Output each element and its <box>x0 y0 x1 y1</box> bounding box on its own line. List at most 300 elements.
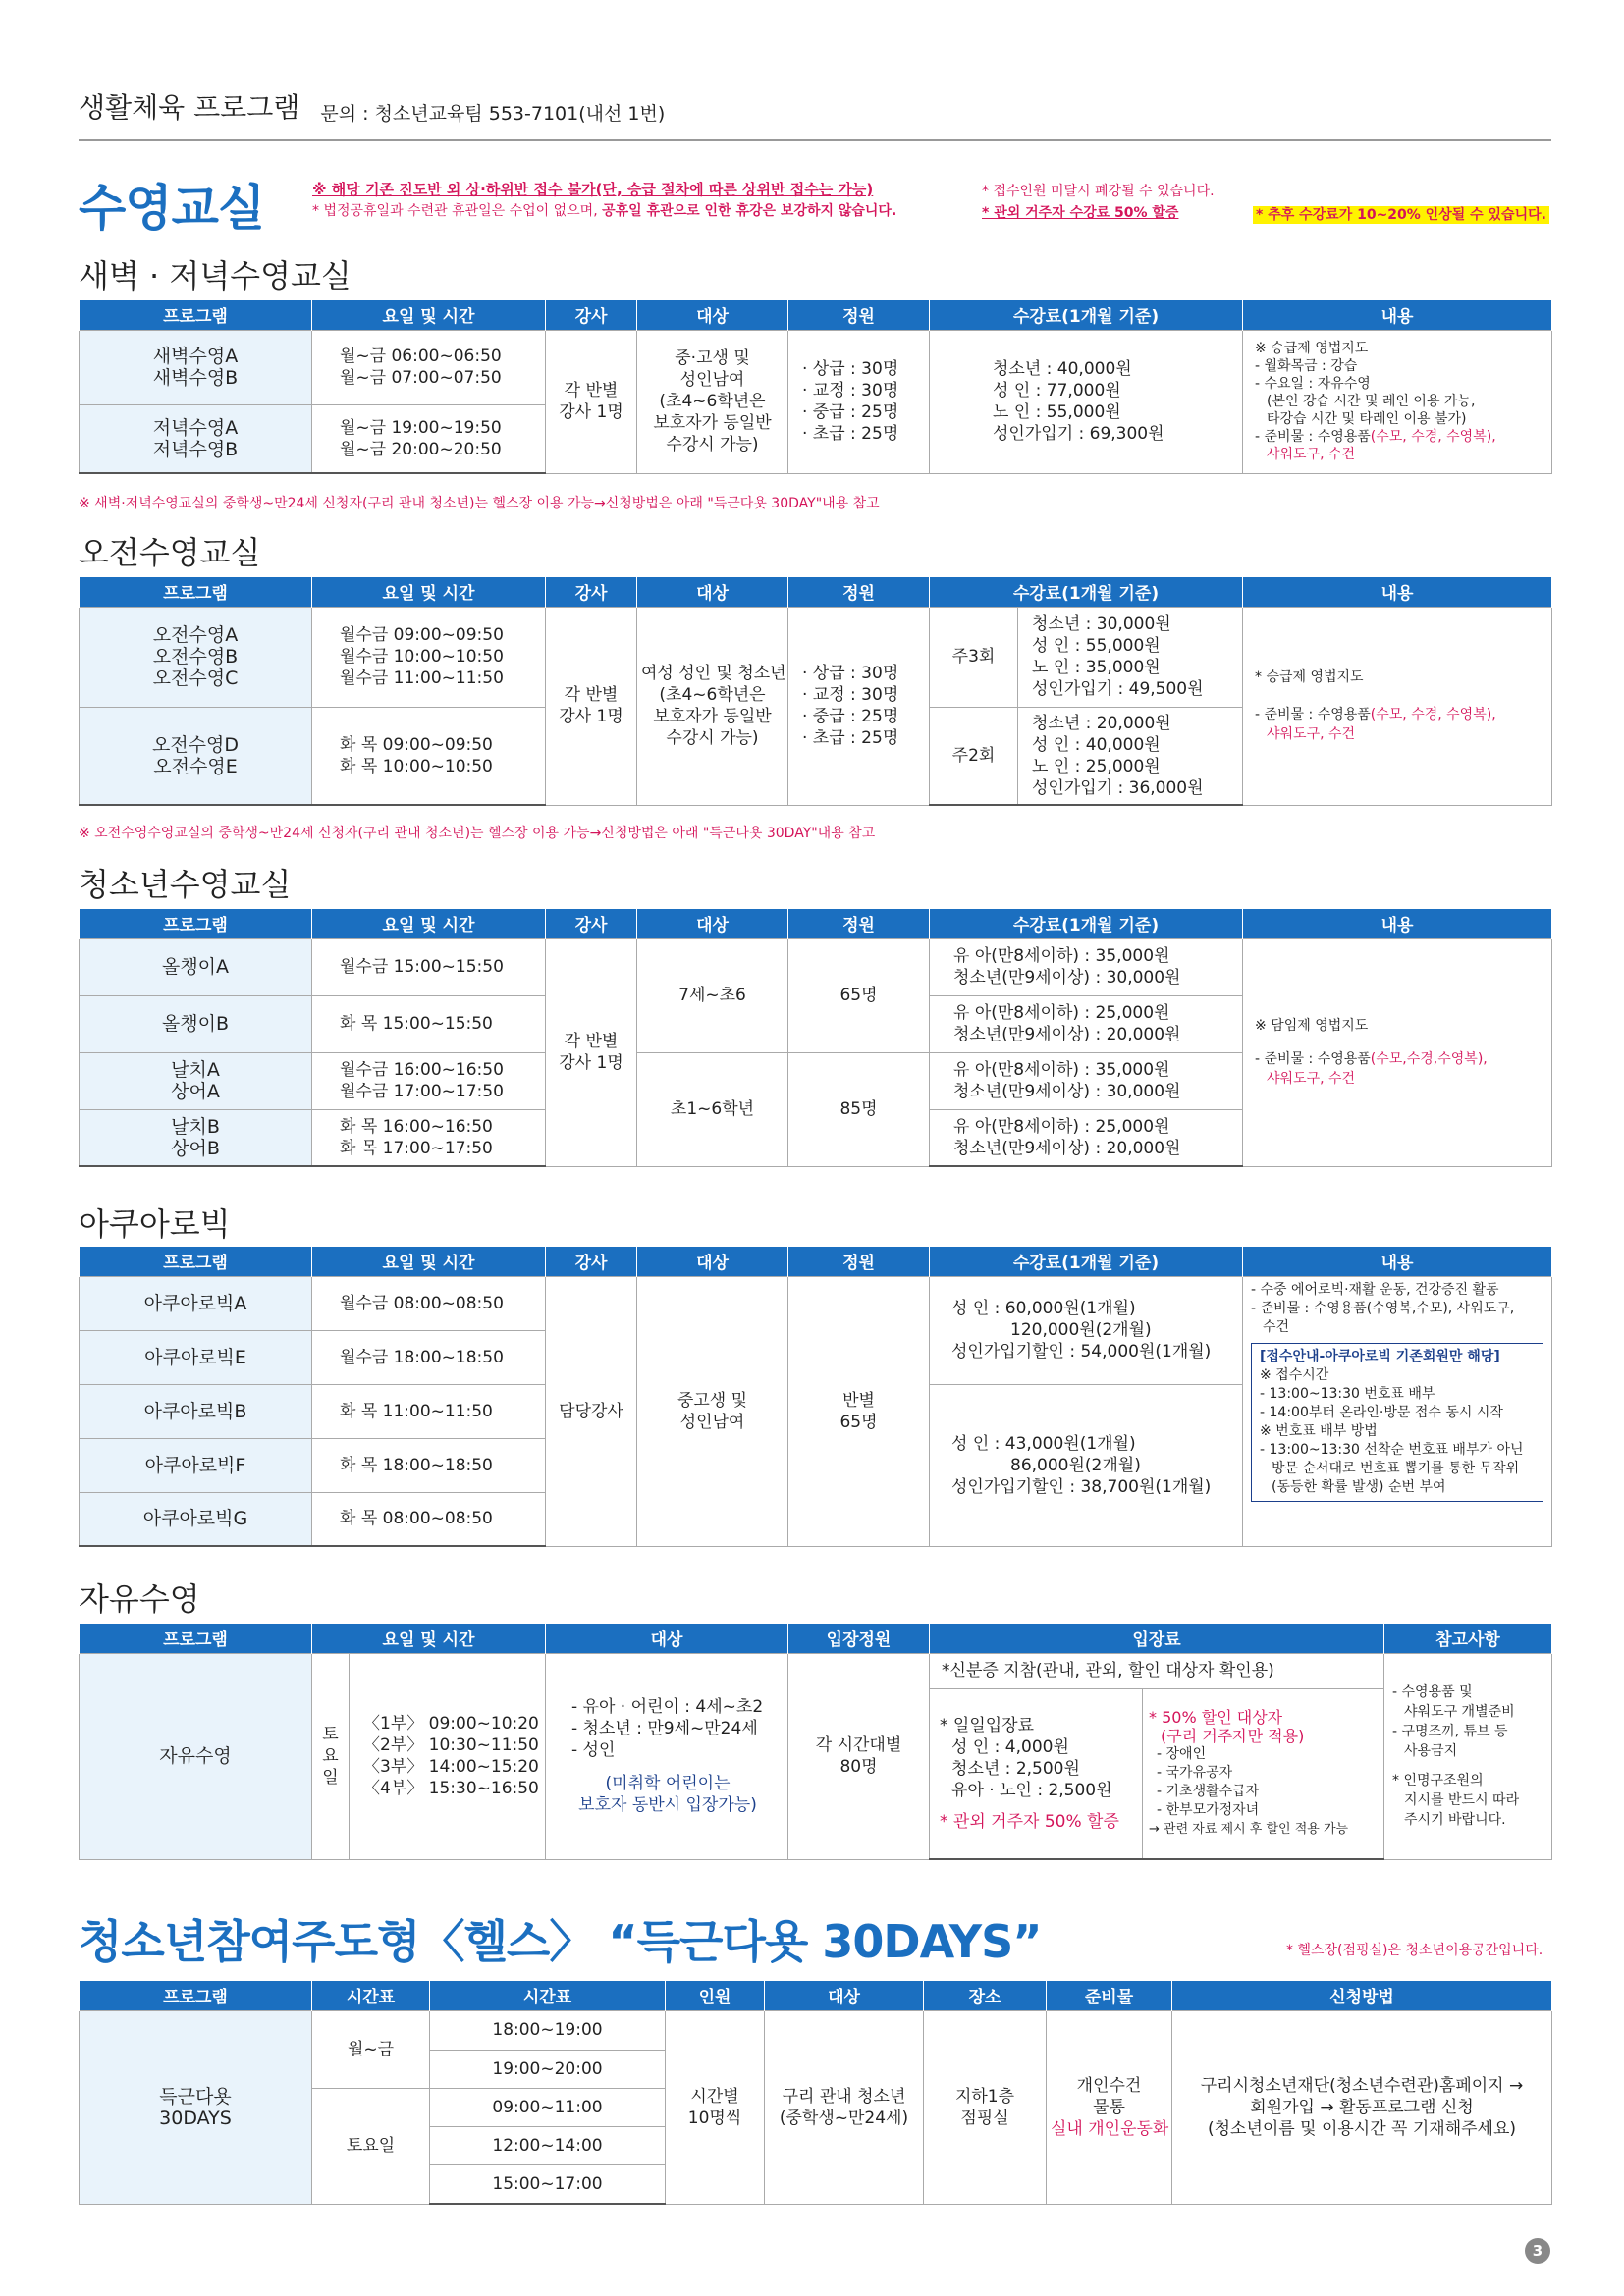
program-cell: 아쿠아로빅G <box>80 1492 312 1546</box>
page-title: 생활체육 프로그램 <box>79 91 300 124</box>
time-cell: 화 목 11:00~11:50 <box>312 1384 546 1438</box>
fee-line: 성인가입기 : 49,500원 <box>1032 679 1204 699</box>
program-cell <box>80 607 312 707</box>
capacity-line: 각 시간대별 <box>815 1735 902 1755</box>
instructor-cell <box>546 607 637 805</box>
discount-line: - 한부모가정자녀 <box>1157 1802 1260 1819</box>
target-line: 여성 성인 및 청소년 <box>641 664 786 683</box>
fee-right-cell <box>1143 1688 1384 1859</box>
fee-top-note: *신분증 지참(관내, 관외, 할인 대상자 확인용) <box>930 1653 1384 1688</box>
target-line: (초4~6학년은 <box>659 685 766 705</box>
slot-cell: 18:00~19:00 <box>430 2010 666 2050</box>
swim-note-red: ※ 해당 기존 진도반 외 상·하위반 접수 불가(단, 승급 절차에 따른 상위반 접수는 가능) <box>312 181 874 198</box>
freq-cell: 주2회 <box>930 707 1018 805</box>
time-line: 화 목 16:00~16:50 <box>340 1116 493 1137</box>
target-line: - 청소년 : 만9세~만24세 <box>571 1719 758 1738</box>
target-line: 중고생 및 <box>677 1390 748 1411</box>
fee-line: 청소년 : 40,000원 <box>993 359 1132 379</box>
fee-line: 청소년(만9세이상) : 30,000원 <box>953 968 1181 988</box>
fee-line: 노 인 : 35,000원 <box>1032 658 1161 677</box>
col-capacity: 정원 <box>788 909 930 938</box>
youth-swim-table <box>79 909 1552 1167</box>
content-cell <box>1243 607 1552 805</box>
content-spacer <box>1255 1036 1547 1049</box>
box-line: 방문 순서대로 번호표 뽑기를 통한 무작위 <box>1272 1460 1520 1476</box>
ref-line: * 인명구조원의 <box>1392 1773 1484 1789</box>
content-line <box>1255 705 1547 724</box>
aqua-registration-box <box>1251 1343 1543 1502</box>
col-fee: 수강료(1개월 기준) <box>930 909 1243 938</box>
fee-cell <box>1018 607 1243 707</box>
col-instructor: 강사 <box>546 909 637 938</box>
instructor-line: 각 반별 <box>564 1032 619 1051</box>
instructor-line: 각 반별 <box>564 381 619 400</box>
fee-line: 청소년(만9세이상) : 30,000원 <box>953 1082 1181 1101</box>
fee-line: 성인가입기 : 69,300원 <box>993 424 1164 444</box>
col-timeslots: 시간표 <box>430 1981 666 2010</box>
day-cell: 월~금 <box>312 2010 430 2088</box>
col-program: 프로그램 <box>80 909 312 938</box>
program-cell <box>80 1052 312 1109</box>
free-section-title: 자유수영 <box>79 1580 200 1618</box>
time-line: 〈3부〉 14:00~15:20 <box>363 1757 539 1777</box>
morning-section-title: 오전수영교실 <box>79 534 261 571</box>
instructor-line: 각 반별 <box>564 685 619 705</box>
time-line: 〈1부〉 09:00~10:20 <box>363 1714 539 1734</box>
target-line: - 유아 · 어린이 : 4세~초2 <box>571 1697 764 1717</box>
fee-cell <box>930 1384 1243 1546</box>
youth-swim-section-title: 청소년수영교실 <box>79 866 292 903</box>
content-prep-items: (수모, 수경, 수영복), <box>1370 429 1496 445</box>
apply-line: 회원가입 → 활동프로그램 신청 <box>1250 2097 1474 2117</box>
day-cell <box>312 1653 350 1859</box>
fee-line: 유아 · 노인 : 2,500원 <box>951 1780 1112 1800</box>
capacity-cell <box>788 330 930 473</box>
program-cell: 올챙이B <box>80 995 312 1052</box>
fee-cell <box>930 938 1243 995</box>
content-line: - 수요일 : 자유수영 <box>1255 376 1371 392</box>
content-cell <box>1243 938 1552 1166</box>
target-line: 보호자가 동일반 <box>653 413 772 433</box>
fee-line: 성 인 : 60,000원(1개월) <box>951 1299 1136 1318</box>
time-cell: 월수금 15:00~15:50 <box>312 938 546 995</box>
fee-cell <box>930 995 1243 1052</box>
capacity-cell: 85명 <box>788 1052 930 1166</box>
content-line: ※ 담임제 영법지도 <box>1255 1018 1369 1034</box>
fee-line: 노 인 : 55,000원 <box>993 402 1121 422</box>
instructor-line: 강사 1명 <box>559 1053 623 1073</box>
capacity-cell <box>788 1276 930 1546</box>
content-line: 샤워도구, 수건 <box>1267 1071 1356 1087</box>
slot-cell: 19:00~20:00 <box>430 2050 666 2088</box>
free-table <box>79 1624 1552 1860</box>
target-spacer <box>571 1761 784 1773</box>
apply-line: (청소년이름 및 이용시간 꼭 기재해주세요) <box>1207 2118 1517 2139</box>
program-name: 날치A <box>171 1059 220 1081</box>
col-target: 대상 <box>546 1624 788 1653</box>
program-name: 오전수영B <box>152 646 239 667</box>
ref-line: - 구명조끼, 튜브 등 <box>1392 1724 1508 1739</box>
content-cell <box>1243 1276 1552 1546</box>
ref-spacer <box>1392 1761 1547 1771</box>
prep-line-red: 실내 개인운동화 <box>1051 2118 1169 2139</box>
fee-line: 성 인 : 55,000원 <box>1032 636 1161 656</box>
col-ref: 참고사항 <box>1384 1624 1552 1653</box>
col-schedule: 요일 및 시간 <box>312 1247 546 1276</box>
time-cell <box>312 404 546 473</box>
capacity-line: · 상급 : 30명 <box>802 664 899 683</box>
col-program: 프로그램 <box>80 1981 312 2010</box>
box-line: - 14:00부터 온라인·방문 접수 동시 시작 <box>1260 1404 1503 1420</box>
fee-surcharge-note: * 관외 거주자 50% 할증 <box>940 1811 1119 1832</box>
swim-note-discount: * 관외 거주자 수강료 50% 할증 <box>982 205 1179 221</box>
program-cell: 자유수영 <box>80 1653 312 1859</box>
fee-line: 유 아(만8세이하) : 35,000원 <box>953 1060 1170 1080</box>
time-cell: 월수금 08:00~08:50 <box>312 1276 546 1330</box>
prep-line: 개인수건 <box>1076 2075 1142 2096</box>
swim-note-raise: * 추후 수강료가 10~20% 인상될 수 있습니다. <box>1253 206 1549 224</box>
ref-line: 사용금지 <box>1404 1743 1458 1759</box>
time-line: 월수금 09:00~09:50 <box>340 625 504 645</box>
swim-note-holiday <box>312 200 1000 222</box>
time-line: 〈2부〉 10:30~11:50 <box>363 1735 539 1755</box>
program-cell <box>80 404 312 473</box>
target-line: (초4~6학년은 <box>659 392 766 411</box>
col-target: 대상 <box>637 909 788 938</box>
people-line: 10명씩 <box>687 2108 742 2128</box>
col-content: 내용 <box>1243 300 1552 330</box>
program-cell: 아쿠아로빅A <box>80 1276 312 1330</box>
ref-line: 주시기 바랍니다. <box>1404 1812 1506 1828</box>
col-capacity: 정원 <box>788 1247 930 1276</box>
slot-cell: 12:00~14:00 <box>430 2126 666 2164</box>
page-number: 3 <box>1525 2238 1550 2264</box>
time-line: 월수금 11:00~11:50 <box>340 668 504 688</box>
target-line: 보호자가 동일반 <box>653 707 772 726</box>
content-line: - 준비물 : 수영용품(수영복,수모), 샤워도구, <box>1251 1300 1515 1316</box>
content-spacer <box>1255 687 1547 705</box>
time-cell <box>312 1052 546 1109</box>
col-schedule: 요일 및 시간 <box>312 577 546 607</box>
time-line: 월~금 20:00~20:50 <box>340 439 502 459</box>
health-table <box>79 1981 1552 2205</box>
fee-line: 유 아(만8세이하) : 35,000원 <box>953 946 1170 966</box>
program-cell: 아쿠아로빅B <box>80 1384 312 1438</box>
place-line: 지하1층 <box>954 2086 1015 2107</box>
fee-line: 성 인 : 4,000원 <box>951 1736 1069 1757</box>
dawn-foot-note: ※ 새벽·저녁수영교실의 중학생~만24세 신청자(구리 관내 청소년)는 헬스장 이용 가능→신청방법은 아래 "득근다욧 30DAY"내용 참고 <box>79 496 880 511</box>
aqua-section-title: 아쿠아로빅 <box>79 1205 231 1243</box>
fee-line: 청소년(만9세이상) : 20,000원 <box>953 1025 1181 1044</box>
discount-title: * 50% 할인 대상자 <box>1149 1708 1283 1728</box>
col-place: 장소 <box>924 1981 1047 2010</box>
target-cell <box>546 1653 788 1859</box>
col-fee: 수강료(1개월 기준) <box>930 577 1243 607</box>
freq-cell: 주3회 <box>930 607 1018 707</box>
discount-line: - 장애인 <box>1157 1746 1207 1763</box>
dawn-section-title: 새벽 · 저녁수영교실 <box>79 257 352 294</box>
apply-cell <box>1172 2010 1552 2204</box>
target-note: 보호자 동반시 입장가능) <box>578 1795 757 1815</box>
instructor-cell <box>546 938 637 1166</box>
ref-line: - 수영용품 및 <box>1392 1684 1473 1700</box>
fee-line: 성 인 : 77,000원 <box>993 381 1121 400</box>
dawn-table <box>79 300 1552 474</box>
slot-cell: 15:00~17:00 <box>430 2164 666 2204</box>
col-instructor: 강사 <box>546 300 637 330</box>
fee-line: 청소년(만9세이상) : 20,000원 <box>953 1138 1181 1158</box>
content-line: 샤워도구, 수건 <box>1267 447 1356 462</box>
discount-line: - 국가유공자 <box>1157 1765 1233 1782</box>
col-capacity: 정원 <box>788 577 930 607</box>
col-people: 인원 <box>666 1981 765 2010</box>
capacity-line: 80명 <box>839 1757 878 1777</box>
program-name: 새벽수영B <box>152 367 239 389</box>
time-line: 화 목 17:00~17:50 <box>340 1138 493 1158</box>
morning-table <box>79 577 1552 806</box>
fee-line: 성 인 : 40,000원 <box>1032 734 1161 755</box>
fee-line: 청소년 : 20,000원 <box>1032 713 1171 733</box>
program-name: 오전수영E <box>153 755 238 777</box>
col-timetable: 시간표 <box>312 1981 430 2010</box>
col-fee: 입장료 <box>930 1624 1384 1653</box>
fee-line: 유 아(만8세이하) : 25,000원 <box>953 1003 1170 1023</box>
capacity-line: 65명 <box>839 1412 878 1432</box>
ref-cell <box>1384 1653 1552 1859</box>
col-schedule: 요일 및 시간 <box>312 1624 546 1653</box>
content-prep: - 준비물 : 수영용품 <box>1255 429 1371 445</box>
capacity-line: · 교정 : 30명 <box>802 685 899 705</box>
fee-line: * 일일입장료 <box>940 1715 1035 1735</box>
time-cell: 화 목 15:00~15:50 <box>312 995 546 1052</box>
fee-line: 성 인 : 43,000원(1개월) <box>951 1433 1136 1454</box>
program-cell <box>80 330 312 404</box>
people-line: 시간별 <box>690 2086 739 2107</box>
fee-cell <box>930 1052 1243 1109</box>
target-line: 구리 관내 청소년 <box>782 2086 906 2107</box>
col-target: 대상 <box>637 1247 788 1276</box>
time-cell <box>312 607 546 707</box>
time-line: 월~금 07:00~07:50 <box>340 368 502 388</box>
program-name: 득근다욧 <box>159 2085 232 2108</box>
program-name: 오전수영A <box>152 624 239 646</box>
capacity-line: · 중급 : 25명 <box>802 402 899 422</box>
content-line: 타강습 시간 및 타레인 이용 불가) <box>1267 411 1467 427</box>
capacity-line: · 교정 : 30명 <box>802 381 899 400</box>
instructor-line: 강사 1명 <box>559 402 623 422</box>
aqua-table <box>79 1247 1552 1547</box>
program-cell: 아쿠아로빅F <box>80 1438 312 1492</box>
content-line <box>1255 1049 1547 1069</box>
fee-cell <box>930 1276 1243 1384</box>
target-note: (미취학 어린이는 <box>605 1774 731 1793</box>
box-line: - 13:00~13:30 번호표 배부 <box>1260 1385 1435 1402</box>
col-program: 프로그램 <box>80 1247 312 1276</box>
col-program: 프로그램 <box>80 577 312 607</box>
time-line: 월수금 17:00~17:50 <box>340 1082 504 1101</box>
content-prep-items: (수모, 수경, 수영복), <box>1370 707 1496 722</box>
content-cell <box>1243 330 1552 473</box>
content-line: - 월화목금 : 강습 <box>1255 358 1358 374</box>
content-prep: - 준비물 : 수영용품 <box>1255 707 1371 722</box>
discount-line: - 기초생활수급자 <box>1157 1784 1260 1800</box>
time-line: 월수금 10:00~10:50 <box>340 647 504 667</box>
swim-note-holiday-a: * 법정공휴일과 수련관 휴관일은 수업이 없으며, <box>312 203 603 219</box>
content-prep: - 준비물 : 수영용품 <box>1255 1051 1371 1067</box>
capacity-line: · 중급 : 25명 <box>802 707 899 726</box>
fee-line: 청소년 : 30,000원 <box>1032 614 1171 634</box>
content-line <box>1255 428 1547 446</box>
fee-line: 성인가입기할인 : 54,000원(1개월) <box>951 1342 1212 1362</box>
target-cell: 초1~6학년 <box>637 1052 788 1166</box>
day-cell: 토요일 <box>312 2088 430 2204</box>
target-cell: 7세~초6 <box>637 938 788 1052</box>
capacity-cell <box>788 1653 930 1859</box>
discount-line: → 관련 자료 제시 후 할인 적용 가능 <box>1149 1822 1349 1838</box>
col-prep: 준비물 <box>1047 1981 1172 2010</box>
target-cell <box>637 607 788 805</box>
swim-notes-mid <box>982 181 1276 224</box>
prep-cell <box>1047 2010 1172 2204</box>
instructor-line: 강사 1명 <box>559 707 623 726</box>
fee-cell <box>930 1109 1243 1166</box>
box-line: - 13:00~13:30 선착순 번호표 배부가 아닌 <box>1260 1441 1524 1458</box>
page-header <box>79 86 1551 141</box>
program-name: 저녁수영A <box>152 416 239 439</box>
capacity-line: 반별 <box>842 1390 875 1411</box>
content-prep-items: (수모,수경,수영복), <box>1370 1051 1488 1067</box>
col-target: 대상 <box>637 577 788 607</box>
col-content: 내용 <box>1243 1247 1552 1276</box>
time-line: 화 목 09:00~09:50 <box>340 734 493 755</box>
content-line: ※ 승급제 영법지도 <box>1255 341 1369 356</box>
morning-foot-note: ※ 오전수영수영교실의 중학생~만24세 신청자(구리 관내 청소년)는 헬스장 이용 가능→신청방법은 아래 "득근다욧 30DAY"내용 참고 <box>79 826 876 841</box>
people-cell <box>666 2010 765 2204</box>
target-line: 수강시 가능) <box>666 435 759 454</box>
fee-left-cell <box>930 1688 1143 1859</box>
time-line: 화 목 10:00~10:50 <box>340 756 493 776</box>
box-line: ※ 번호표 배부 방법 <box>1260 1422 1378 1439</box>
target-line: 중·고생 및 <box>675 348 750 368</box>
capacity-line: · 상급 : 30명 <box>802 359 899 379</box>
target-cell <box>637 330 788 473</box>
day-char: 일 <box>322 1768 339 1788</box>
time-line: 월수금 16:00~16:50 <box>340 1060 504 1080</box>
swim-note-holiday-b: 공휴일 휴관으로 인한 휴강은 보강하지 않습니다. <box>602 203 897 219</box>
day-char: 요 <box>322 1746 339 1766</box>
contact-info: 문의 : 청소년교육팀 553-7101(내선 1번) <box>320 103 666 125</box>
swim-section-title: 수영교실 <box>79 180 265 237</box>
col-fee: 수강료(1개월 기준) <box>930 300 1243 330</box>
fee-spacer <box>940 1801 1138 1811</box>
program-name: 상어A <box>171 1081 220 1102</box>
day-char: 토 <box>322 1725 339 1744</box>
program-cell: 아쿠아로빅E <box>80 1330 312 1384</box>
time-cell <box>312 707 546 805</box>
target-line: (중학생~만24세) <box>779 2108 909 2128</box>
fee-cell <box>1018 707 1243 805</box>
slot-cell: 09:00~11:00 <box>430 2088 666 2126</box>
time-line: 〈4부〉 15:30~16:50 <box>363 1779 539 1798</box>
target-line: 성인남여 <box>679 370 745 390</box>
col-target: 대상 <box>637 300 788 330</box>
time-line: 월~금 19:00~19:50 <box>340 417 502 438</box>
capacity-line: · 초급 : 25명 <box>802 424 899 444</box>
target-line: 수강시 가능) <box>666 728 759 748</box>
target-line: 성인남여 <box>679 1412 745 1432</box>
col-schedule: 요일 및 시간 <box>312 909 546 938</box>
program-name: 30DAYS <box>159 2107 232 2129</box>
target-cell <box>765 2010 924 2204</box>
col-instructor: 강사 <box>546 1247 637 1276</box>
fee-line: 120,000원(2개월) <box>1010 1320 1152 1340</box>
col-program: 프로그램 <box>80 1624 312 1653</box>
content-line: * 승급제 영법지도 <box>1255 669 1364 685</box>
fee-line: 청소년 : 2,500원 <box>951 1758 1080 1779</box>
time-cell <box>312 330 546 404</box>
ref-line: 지시를 반드시 따라 <box>1404 1792 1520 1808</box>
apply-line: 구리시청소년재단(청소년수련관)홈페이지 → <box>1200 2075 1524 2096</box>
col-fee: 수강료(1개월 기준) <box>930 1247 1243 1276</box>
content-line: 샤워도구, 수건 <box>1267 726 1356 742</box>
col-apply: 신청방법 <box>1172 1981 1552 2010</box>
content-line: (본인 강습 시간 및 레인 이용 가능, <box>1267 394 1476 409</box>
col-program: 프로그램 <box>80 300 312 330</box>
col-schedule: 요일 및 시간 <box>312 300 546 330</box>
swim-notes-right <box>1253 204 1549 226</box>
time-cell: 월수금 18:00~18:50 <box>312 1330 546 1384</box>
content-line: 수건 <box>1263 1318 1290 1335</box>
fee-line: 유 아(만8세이하) : 25,000원 <box>953 1116 1170 1137</box>
col-content: 내용 <box>1243 909 1552 938</box>
program-name: 오전수영D <box>151 733 240 756</box>
prep-line: 물통 <box>1093 2097 1125 2117</box>
col-instructor: 강사 <box>546 577 637 607</box>
program-cell <box>80 707 312 805</box>
capacity-cell: 65명 <box>788 938 930 1052</box>
program-name: 오전수영C <box>152 667 239 689</box>
box-line: (동등한 확률 발생) 순번 부여 <box>1272 1478 1446 1495</box>
health-note: * 헬스장(점핑실)은 청소년이용공간입니다. <box>1286 1943 1543 1958</box>
time-cell <box>312 1109 546 1166</box>
capacity-cell <box>788 607 930 805</box>
program-name: 새벽수영A <box>152 346 239 367</box>
col-capacity: 정원 <box>788 300 930 330</box>
target-line: - 성인 <box>571 1740 616 1760</box>
instructor-cell: 담당강사 <box>546 1276 637 1546</box>
time-cell: 화 목 18:00~18:50 <box>312 1438 546 1492</box>
ref-line: 샤워도구 개별준비 <box>1404 1704 1515 1720</box>
program-cell <box>80 2010 312 2204</box>
col-capacity: 입장정원 <box>788 1624 930 1653</box>
fee-line: 86,000원(2개월) <box>1010 1455 1141 1475</box>
target-cell <box>637 1276 788 1546</box>
swim-note-close: * 접수인원 미달시 폐강될 수 있습니다. <box>982 184 1215 199</box>
time-cell: 화 목 08:00~08:50 <box>312 1492 546 1546</box>
content-line: - 수중 에어로빅·재활 운동, 건강증진 활동 <box>1251 1281 1499 1298</box>
col-content: 내용 <box>1243 577 1552 607</box>
time-cell <box>350 1653 546 1859</box>
box-line: ※ 접수시간 <box>1260 1366 1329 1383</box>
fee-line: 성인가입기할인 : 38,700원(1개월) <box>951 1476 1212 1497</box>
program-name: 상어B <box>171 1137 220 1159</box>
program-cell <box>80 1109 312 1166</box>
fee-line: 성인가입기 : 36,000원 <box>1032 777 1204 798</box>
box-title: [접수안내-아쿠아로빅 기존회원만 해당] <box>1260 1348 1500 1364</box>
swim-notes-left <box>312 179 1000 222</box>
fee-line: 노 인 : 25,000원 <box>1032 756 1161 776</box>
health-section-title: 청소년참여주도형〈헬스〉 “득근다욧 30DAYS” <box>79 1915 1042 1968</box>
